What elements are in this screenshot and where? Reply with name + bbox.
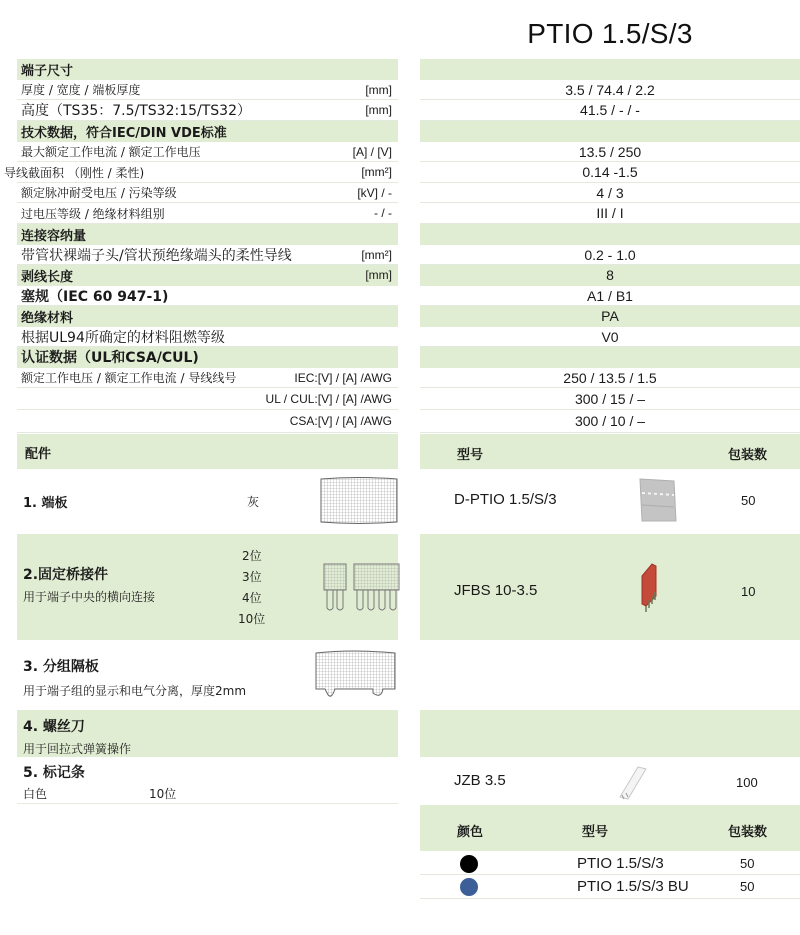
- spec-row: [17, 245, 398, 265]
- accessory-color: 白色: [23, 787, 48, 801]
- spec-row: [17, 286, 398, 306]
- spec-label: 最大额定工作电流 / 额定工作电压: [21, 145, 201, 159]
- spec-value: 300 / 15 / –: [574, 390, 646, 407]
- spec-unit: [mm]: [365, 103, 392, 117]
- spec-unit: [mm²]: [361, 247, 392, 262]
- spec-value: 0.2 - 1.0: [584, 246, 636, 263]
- accessory-name: 4. 螺丝刀: [23, 719, 85, 735]
- spec-value: V0: [601, 328, 619, 345]
- bridge-position: 10位: [238, 612, 266, 626]
- value-row: [420, 368, 800, 388]
- spec-unit: [mm]: [365, 268, 392, 282]
- spec-label: 额定工作电压 / 额定工作电流 / 导线线号: [21, 371, 237, 385]
- accessory-marker-strip: [17, 759, 398, 803]
- value-row: [420, 245, 800, 265]
- product-title: PTIO 1.5/S/3: [527, 18, 693, 49]
- variant-row: [420, 875, 800, 899]
- qty-header: 包装数: [728, 448, 768, 463]
- bridge-photo-icon: [638, 562, 660, 614]
- spec-label: 塞规（IEC 60 947-1): [21, 288, 169, 305]
- bridge-position: 4位: [242, 591, 262, 605]
- end-plate-drawing-icon: [318, 476, 400, 526]
- spec-label: 连接容纳量: [21, 228, 87, 244]
- accessories-model-header: [420, 434, 800, 469]
- spec-value: 41.5 / - / -: [580, 102, 640, 118]
- spec-label: 根据UL94所确定的材料阻燃等级: [21, 329, 225, 346]
- spec-row: [17, 388, 398, 410]
- divider: [17, 803, 398, 804]
- spec-value: 3.5 / 74.4 / 2.2: [565, 81, 655, 98]
- variant-qty: 50: [740, 879, 755, 894]
- spec-value: 13.5 / 250: [578, 143, 642, 160]
- spec-label: 带管状裸端子头/管状预绝缘端头的柔性导线: [21, 247, 292, 264]
- spec-section-approvals: [17, 347, 398, 368]
- spec-label: 过电压等级 / 绝缘材料组别: [21, 206, 165, 221]
- spec-section-technical: [17, 121, 398, 142]
- accessory-order-row-empty: [420, 710, 800, 757]
- accessory-model: JZB 3.5: [454, 772, 506, 789]
- spec-unit: CSA:[V] / [A] /AWG: [289, 414, 392, 428]
- spec-unit: - / -: [374, 206, 392, 220]
- spec-value: 0.14 -1.5: [582, 164, 638, 180]
- spec-label: 绝缘材料: [21, 310, 74, 326]
- value-section: [420, 347, 800, 368]
- value-row: [420, 183, 800, 203]
- model-header: 型号: [582, 825, 609, 840]
- value-row: [420, 142, 800, 162]
- spec-labels-column: [4, 59, 398, 434]
- spec-label: 厚度 / 宽度 / 端板厚度: [21, 83, 141, 97]
- spec-section-dimensions: [17, 59, 398, 80]
- accessory-fixed-bridge: [17, 534, 398, 640]
- variant-row: [420, 851, 800, 875]
- variants-header: [420, 805, 800, 851]
- spec-value: 300 / 10 / –: [574, 413, 646, 429]
- variant-model: PTIO 1.5/S/3: [577, 855, 664, 872]
- spec-unit: [mm²]: [361, 165, 392, 179]
- spec-unit: [mm]: [365, 82, 392, 97]
- spec-section-strip-length: [17, 265, 398, 286]
- accessories-header-label: 配件: [25, 447, 52, 462]
- color-header: 颜色: [457, 825, 484, 840]
- spec-value: 8: [606, 267, 614, 283]
- spec-label: 端子尺寸: [21, 63, 74, 79]
- spec-row: [17, 183, 398, 203]
- accessory-screwdriver: [17, 710, 398, 757]
- accessory-desc: 用于端子中央的横向连接: [23, 590, 156, 604]
- spec-values-column: [420, 59, 800, 434]
- accessory-model: JFBS 10-3.5: [454, 582, 538, 599]
- spec-unit: [kV] / -: [357, 185, 392, 200]
- spec-label: 技术数据，符合IEC/DIN VDE标准: [21, 125, 227, 141]
- spec-value: PA: [601, 308, 619, 324]
- end-plate-photo-icon: [638, 477, 678, 523]
- value-row: [420, 327, 800, 347]
- spec-label: 导线截面积 （刚性 / 柔性): [4, 165, 145, 180]
- spec-label: 额定脉冲耐受电压 / 污染等级: [21, 186, 177, 200]
- bridge-position: 2位: [242, 549, 262, 563]
- accessory-partition-plate: [17, 642, 398, 709]
- value-section: [420, 121, 800, 142]
- spec-row: [17, 203, 398, 224]
- accessory-positions: 10位: [149, 787, 177, 801]
- value-row: [420, 162, 800, 183]
- accessory-order-row: [420, 757, 800, 805]
- value-row: [420, 410, 800, 433]
- accessory-qty: 50: [741, 493, 756, 508]
- value-row: [420, 306, 800, 327]
- variant-qty: 50: [740, 856, 755, 871]
- accessory-name: 3. 分组隔板: [23, 659, 99, 675]
- accessory-qty: 10: [741, 584, 756, 599]
- spec-value: 250 / 13.5 / 1.5: [563, 369, 657, 386]
- spec-unit: [A] / [V]: [352, 144, 392, 159]
- bridge-position: 3位: [242, 570, 262, 584]
- accessory-qty: 100: [736, 775, 758, 790]
- spec-value: A1 / B1: [587, 287, 633, 304]
- accessory-name: 1. 端板: [23, 496, 68, 511]
- accessory-name: 2.固定桥接件: [23, 567, 109, 583]
- accessory-color: 灰: [247, 495, 260, 509]
- spec-label: 认证数据（UL和CSA/CUL): [21, 350, 199, 366]
- accessory-name: 5. 标记条: [23, 765, 85, 781]
- spec-row: [17, 100, 398, 121]
- spec-label: 剥线长度: [21, 269, 74, 285]
- accessory-desc: 用于端子组的显示和电气分离，厚度2mm: [23, 684, 247, 698]
- accessory-end-plate: [17, 469, 398, 532]
- spec-value: III / I: [596, 205, 624, 221]
- accessory-order-row: [420, 469, 800, 532]
- value-row: [420, 388, 800, 410]
- variant-model: PTIO 1.5/S/3 BU: [577, 878, 689, 895]
- spec-row: [4, 162, 398, 183]
- spec-row: [17, 368, 398, 388]
- spec-row: [17, 142, 398, 162]
- accessory-desc: 用于回拉式弹簧操作: [23, 742, 132, 756]
- spec-section-connection: [17, 224, 398, 245]
- spec-unit: IEC:[V] / [A] /AWG: [294, 370, 392, 385]
- spec-section-insulation: [17, 306, 398, 327]
- value-section: [420, 224, 800, 245]
- marker-strip-photo-icon: [610, 761, 650, 801]
- spec-row: [17, 327, 398, 347]
- value-row: [420, 265, 800, 286]
- spec-value: 4 / 3: [596, 184, 624, 201]
- color-swatch-black-icon: [460, 855, 478, 873]
- spec-label: 高度（TS35：7.5/TS32:15/TS32）: [21, 103, 251, 119]
- color-swatch-blue-icon: [460, 878, 478, 896]
- spec-row: [17, 410, 398, 433]
- model-header: 型号: [457, 448, 484, 463]
- qty-header: 包装数: [728, 825, 768, 840]
- value-section: [420, 59, 800, 80]
- spec-row: [17, 80, 398, 100]
- value-row: [420, 100, 800, 121]
- value-row: [420, 286, 800, 306]
- value-row: [420, 203, 800, 224]
- spec-unit: UL / CUL:[V] / [A] /AWG: [265, 391, 392, 406]
- bridge-drawing-icon: [322, 562, 402, 614]
- accessory-order-row: [420, 534, 800, 640]
- value-row: [420, 80, 800, 100]
- partition-plate-drawing-icon: [313, 647, 399, 703]
- accessory-model: D-PTIO 1.5/S/3: [454, 491, 557, 508]
- accessories-header: [17, 434, 398, 469]
